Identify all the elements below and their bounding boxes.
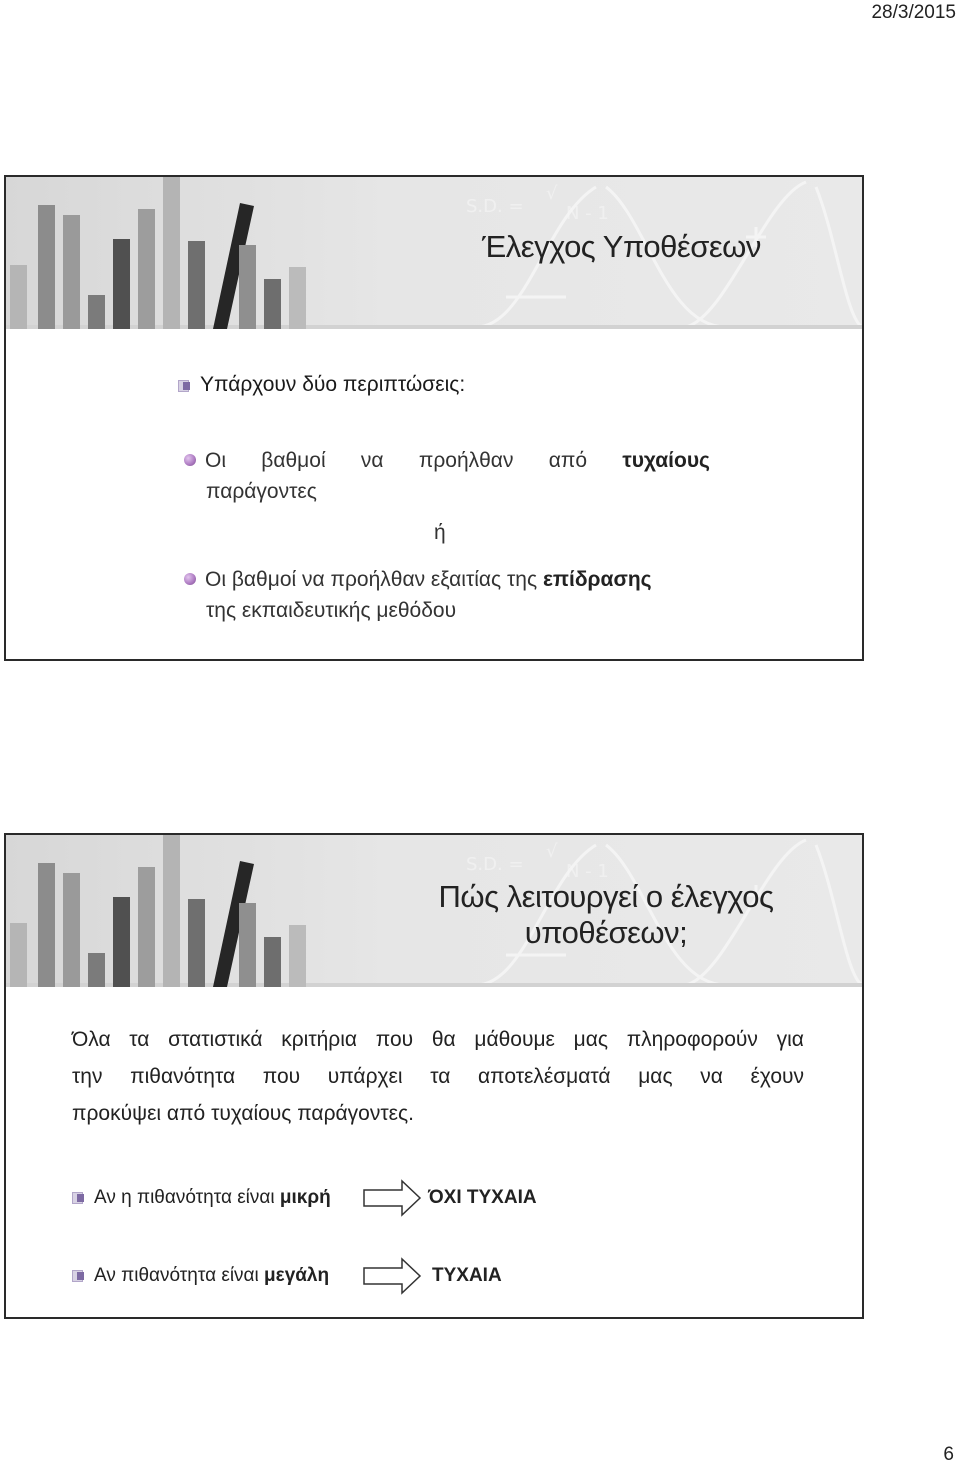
point-1-word: Οι [184,445,226,476]
svg-text:S.D. =: S.D. = [466,854,524,875]
point-1-word: βαθμοί [261,449,326,472]
section-heading [178,373,465,397]
bullet-point-1 [184,445,710,507]
condition-text [72,1187,331,1209]
point-1-emphasis: τυχαίους [622,449,710,472]
body-word: την [72,1065,103,1088]
body-word: μας [638,1065,673,1088]
section-heading-text: Υπάρχουν δύο περιπτώσεις: [200,373,466,396]
point-1-line-2: παράγοντες [206,480,317,503]
body-word: τα [430,1065,451,1088]
result-label: ΤΥΧΑΙΑ [432,1265,502,1286]
slide-title: Έλεγχος Υποθέσεων [482,229,761,264]
body-word: αποτελέσματά [477,1065,611,1088]
point-1-word: από [548,449,588,472]
or-separator: ή [434,521,446,544]
condition-emphasis: μικρή [279,1187,331,1208]
body-word: που [375,1028,414,1051]
body-word: πληροφορούν [626,1028,758,1051]
condition-row-1 [72,1179,852,1219]
slide-title-line-1: Πώς λειτουργεί ο έλεγχος [438,879,774,914]
condition-row-2 [72,1257,852,1297]
slide-1 [4,175,864,661]
condition-label: Αν η πιθανότητα είναι [94,1187,275,1208]
point-2-emphasis: επίδρασης [542,568,652,591]
slide-title [406,879,806,950]
body-word: να [700,1065,723,1088]
result-label: ΌΧΙ ΤΥΧΑΙΑ [428,1187,537,1208]
body-word: τα [129,1028,150,1051]
dot-bullet-icon [184,454,196,466]
slide-2 [4,833,864,1319]
body-word: μάθουμε [474,1028,555,1051]
arrow-right-icon [362,1179,422,1217]
body-word: πιθανότητα [130,1065,236,1088]
body-word: θα [431,1028,456,1051]
body-line-3: προκύψει από τυχαίους παράγοντες. [72,1102,414,1125]
square-bullet-icon [72,1269,86,1282]
svg-text:√: √ [546,841,558,862]
svg-text:N - 1: N - 1 [566,861,609,882]
condition-label: Αν πιθανότητα είναι [94,1265,259,1286]
point-2-text: Οι βαθμοί να προήλθαν εξαιτίας της [205,568,538,591]
body-word: υπάρχει [327,1065,403,1088]
body-word: για [776,1028,804,1051]
page-number: 6 [943,1444,954,1465]
body-line-2 [72,1058,804,1095]
svg-text:√: √ [546,183,558,204]
body-word: στατιστικά [168,1028,263,1051]
body-line-1 [72,1021,804,1058]
body-word: έχουν [750,1065,804,1088]
arrow-right-icon [362,1257,422,1295]
body-word: Όλα [72,1028,111,1051]
body-word: κριτήρια [281,1028,358,1051]
square-bullet-icon [178,379,192,392]
slide-title-line-2: υποθέσεων; [524,914,688,950]
page-date: 28/3/2015 [871,2,956,23]
condition-text [72,1265,329,1287]
point-1-word: να [360,449,384,472]
svg-text:N - 1: N - 1 [566,203,609,224]
body-paragraph [72,1021,804,1132]
condition-emphasis: μεγάλη [264,1265,330,1286]
dot-bullet-icon [184,573,196,585]
bullet-point-2 [184,564,710,626]
body-word: μας [573,1028,608,1051]
point-1-word: προήλθαν [418,449,514,472]
square-bullet-icon [72,1191,86,1204]
svg-text:S.D. =: S.D. = [466,196,524,217]
body-word: που [262,1065,301,1088]
point-2-line-2: της εκπαιδευτικής μεθόδου [206,599,457,622]
